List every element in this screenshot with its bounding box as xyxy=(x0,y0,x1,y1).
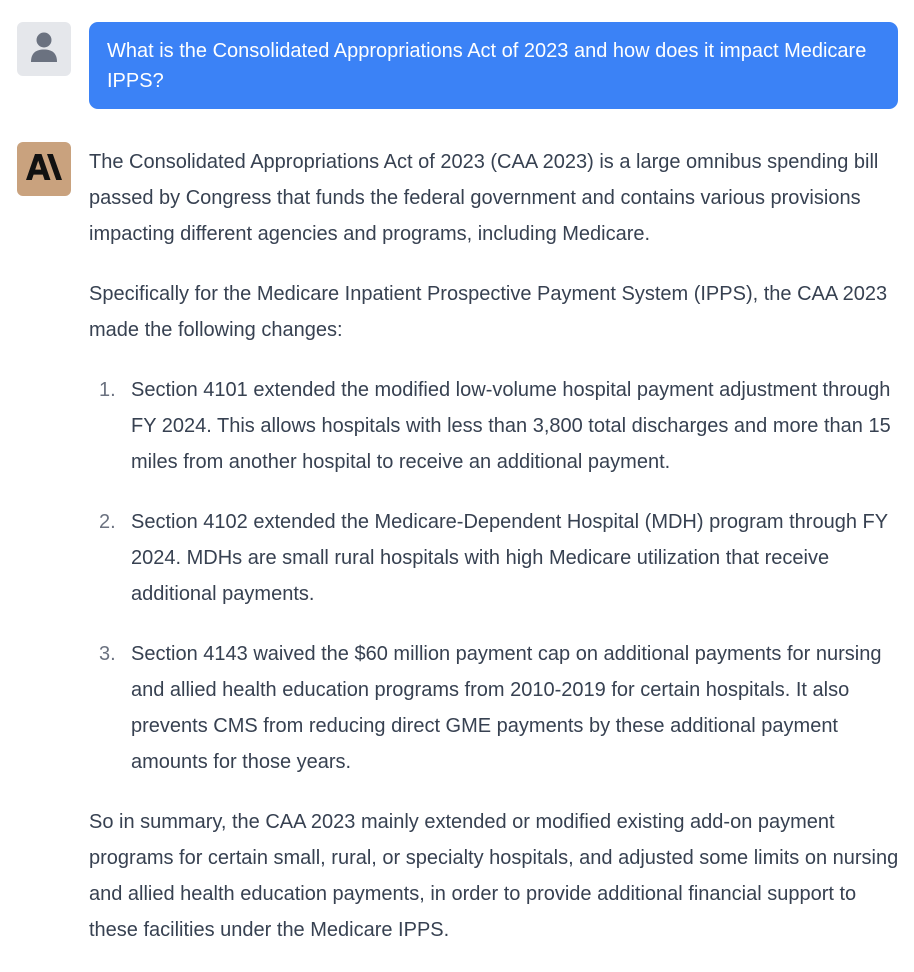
list-item-text: Section 4143 waived the $60 million payment cap on additional payments for nursing and allied health education programs from 2010-2019 for certain hospitals. It also prevents CMS from reducing direct GME payments by these additional payment amounts for those years. xyxy=(131,643,882,773)
anthropic-logo-icon xyxy=(26,154,62,185)
intro-paragraph: The Consolidated Appropriations Act of 2023 (CAA 2023) is a large omnibus spending bill passed by Congress that funds the federal government and contains various provisions impacting different agencies and programs, including Medicare. xyxy=(89,151,879,245)
list-item xyxy=(89,372,904,480)
user-silhouette-icon xyxy=(29,31,59,68)
list-item-number: 2. xyxy=(99,511,116,533)
changes-list xyxy=(89,372,904,780)
user-avatar xyxy=(17,22,71,76)
assistant-avatar xyxy=(17,142,71,196)
list-item-text: Section 4101 extended the modified low-volume hospital payment adjustment through FY 2024. This allows hospitals with less than 3,800 total discharges and more than 15 miles from another hospital to receive an additional payment. xyxy=(131,379,891,473)
list-item xyxy=(89,636,904,780)
list-item xyxy=(89,504,904,612)
list-item-number: 3. xyxy=(99,643,116,665)
user-message-bubble: What is the Consolidated Appropriations Act of 2023 and how does it impact Medicare IPPS? xyxy=(89,22,898,109)
assistant-message-content xyxy=(89,144,904,972)
summary-paragraph: So in summary, the CAA 2023 mainly extended or modified existing add-on payment programs for certain small, rural, or specialty hospitals, and adjusted some limits on nursing and allied health education payments, in order to provide additional financial support to these facilities under the Medicare IPPS. xyxy=(89,811,899,941)
list-item-number: 1. xyxy=(99,379,116,401)
lead-paragraph: Specifically for the Medicare Inpatient Prospective Payment System (IPPS), the CAA 2023 made the following changes: xyxy=(89,283,888,341)
list-item-text: Section 4102 extended the Medicare-Dependent Hospital (MDH) program through FY 2024. MDHs are small rural hospitals with high Medicare utilization that receive additional payments. xyxy=(131,511,888,605)
